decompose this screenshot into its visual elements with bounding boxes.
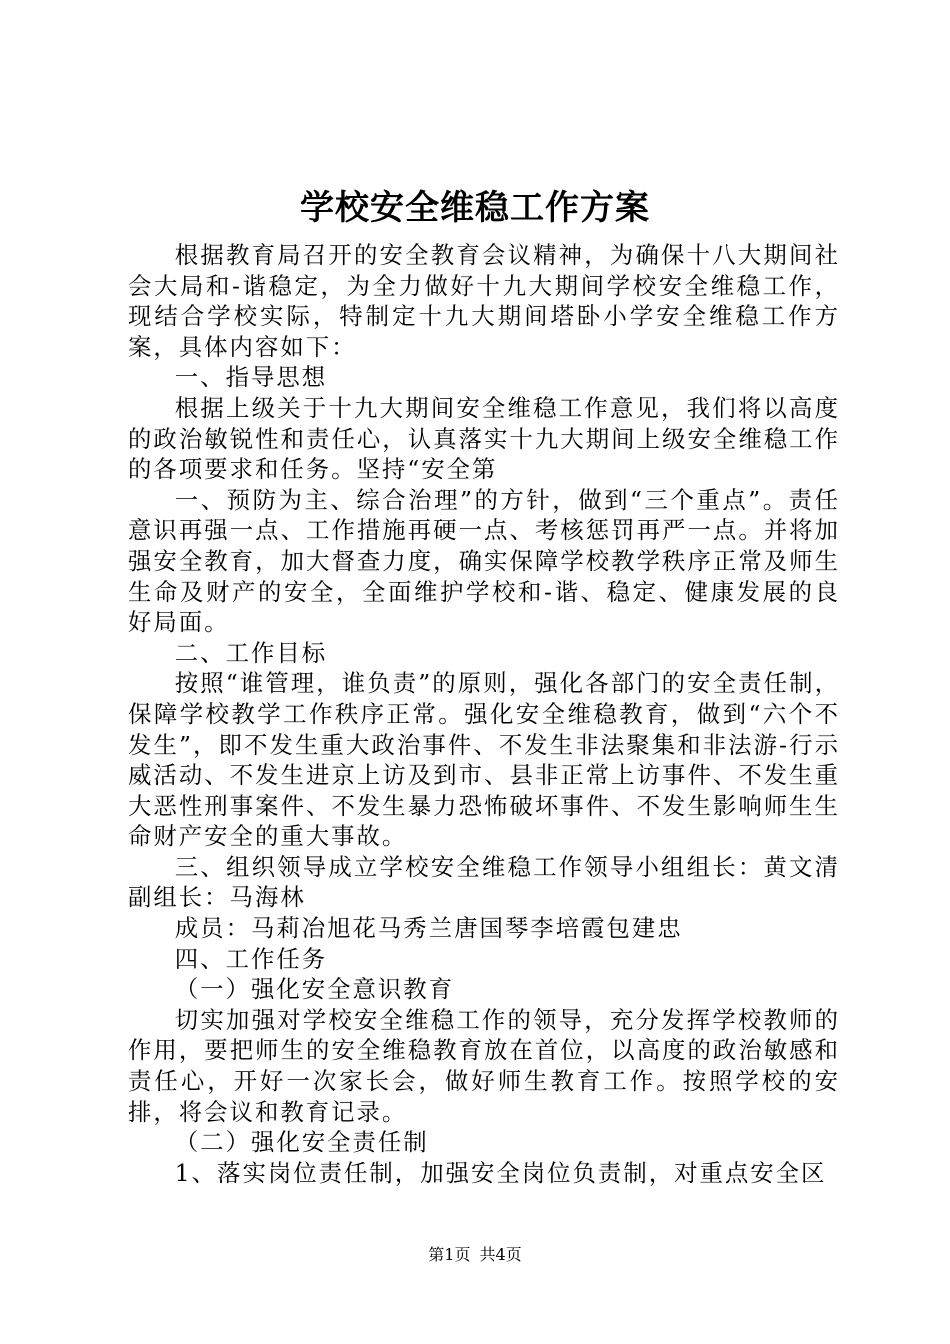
paragraph-awareness: 切实加强对学校安全维稳工作的领导，充分发挥学校教师的作用，要把师生的安全维稳教育放在首位，以高度的政治敏感和责任心，开好一次家长会，做好师生教育工作。按照学校的安排，将会议和教育记录。 <box>128 1005 840 1126</box>
paragraph-intro: 根据教育局召开的安全教育会议精神，为确保十八大期间社会大局和-谐稳定，为全力做好十九大期间学校安全维稳工作，现结合学校实际，特制定十九大期间塔卧小学安全维稳工作方案，具体内容如下： <box>128 241 840 361</box>
document-title: 学校安全维稳工作方案 <box>300 188 650 228</box>
page-total: 共4页 <box>479 1245 522 1264</box>
paragraph-work-goals: 按照“谁管理，谁负责”的原则，强化各部门的安全责任制，保障学校教学工作秩序正常。强化安全维稳教育，做到“六个不发生”，即不发生重大政治事件、不发生非法聚集和非法游-行示威活动、不发生进京上访及到市、县非正常上访事件、不发生重大恶性刑事案件、不发生暴力恐怖破坏事件、不发生影响师生生命财产安全的重大事故。 <box>128 669 840 851</box>
paragraph-policy: 一、预防为主、综合治理”的方针，做到“三个重点”。责任意识再强一点、工作措施再硬一点、考核惩罚再严一点。并将加强安全教育，加大督查力度，确实保障学校教学秩序正常及师生生命及财产的安全，全面维护学校和-谐、稳定、健康发展的良好局面。 <box>128 485 840 637</box>
heading-work-goals: 二、工作目标 <box>174 638 328 667</box>
subheading-awareness: （一）强化安全意识教育 <box>174 975 455 1004</box>
subheading-responsibility: （二）强化安全责任制 <box>174 1128 429 1157</box>
paragraph-guiding-thought: 根据上级关于十九大期间安全维稳工作意见，我们将以高度的政治敏锐性和责任心，认真落实十九大期间上级安全维稳工作的各项要求和任务。坚持“安全第 <box>128 393 840 484</box>
paragraph-members: 成员：马莉冶旭花马秀兰唐国琴李培霞包建忠 <box>174 914 683 943</box>
page-footer <box>0 1244 950 1266</box>
paragraph-leadership: 三、组织领导成立学校安全维稳工作领导小组组长：黄文清副组长：马海林 <box>128 852 840 912</box>
heading-work-tasks: 四、工作任务 <box>174 944 328 973</box>
paragraph-responsibility: 1、落实岗位责任制，加强安全岗位负责制，对重点安全区 <box>174 1158 827 1187</box>
page-number: 第1页 <box>428 1245 471 1264</box>
heading-guiding-thought: 一、指导思想 <box>174 363 328 392</box>
document-body <box>128 240 840 1188</box>
